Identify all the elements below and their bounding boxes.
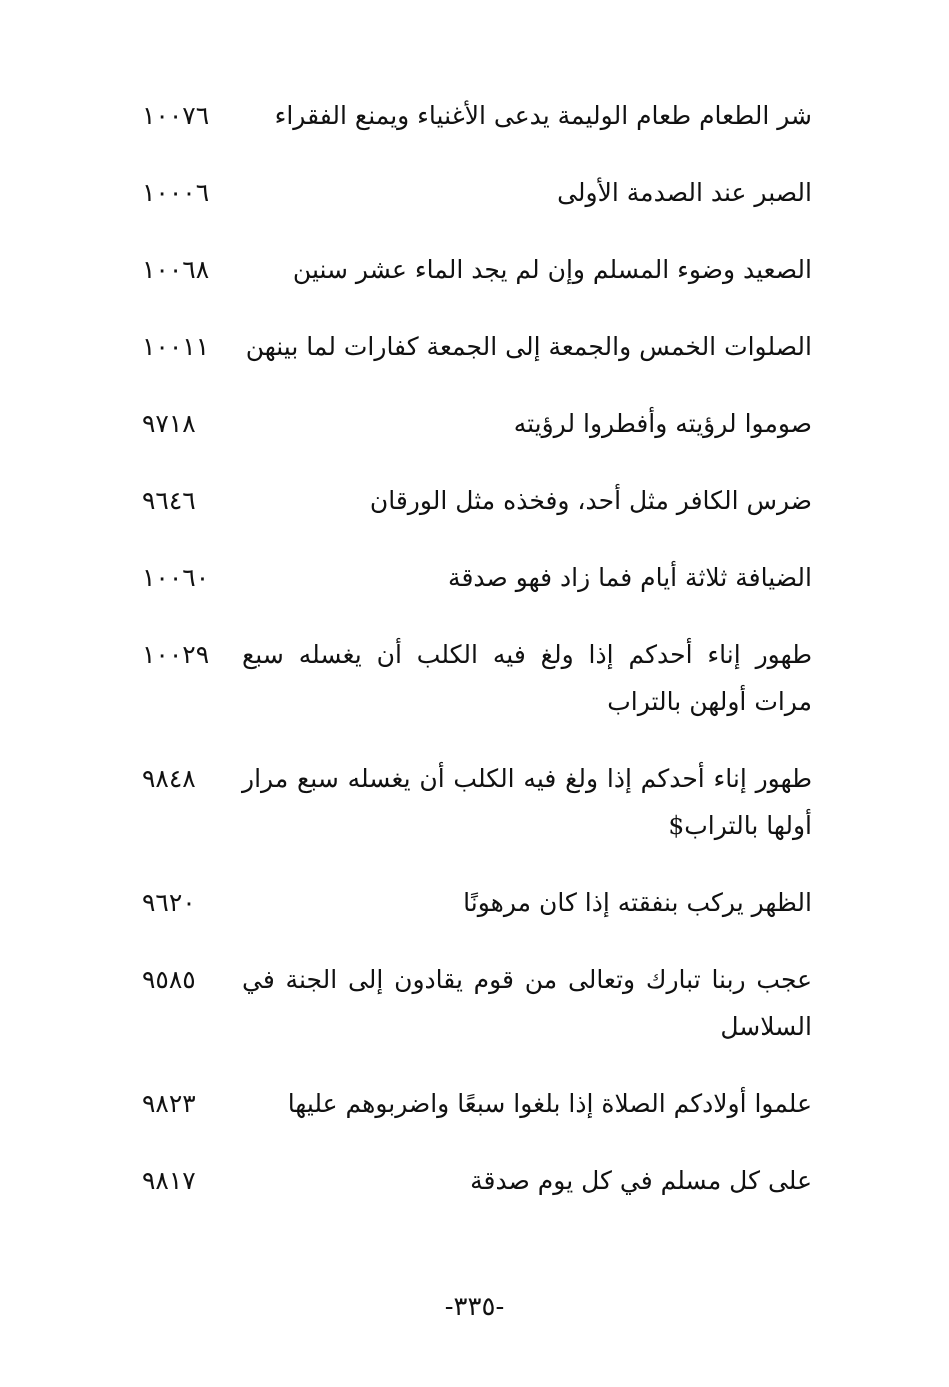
index-entry — [130, 1080, 812, 1127]
index-entry — [130, 631, 812, 725]
entry-text: الصبر عند الصدمة الأولى — [557, 178, 812, 207]
page-number: -٣٣٥- — [444, 1292, 505, 1322]
entry-number: ٩٨١٧ — [142, 1166, 196, 1195]
entry-text: طهور إناء أحدكم إذا ولغ فيه الكلب أن يغسله سبع مرار أولها بالتراب$ — [242, 764, 812, 840]
entry-number: ١٠٠٢٩ — [142, 640, 210, 669]
entry-text: على كل مسلم في كل يوم صدقة — [470, 1166, 812, 1195]
index-entry — [130, 554, 812, 601]
entry-number: ١٠٠٦٨ — [142, 255, 210, 284]
index-entry — [130, 956, 812, 1050]
entry-text: شر الطعام طعام الوليمة يدعى الأغنياء ويمنع الفقراء — [274, 101, 812, 130]
entry-number: ١٠٠١١ — [142, 332, 210, 361]
index-entry — [130, 477, 812, 524]
index-entry — [130, 755, 812, 849]
entry-text: الظهر يركب بنفقته إذا كان مرهونًا — [463, 888, 812, 917]
entry-text: الصلوات الخمس والجمعة إلى الجمعة كفارات لما بينهن — [245, 332, 812, 361]
index-entry — [130, 1157, 812, 1204]
entry-text: صوموا لرؤيته وأفطروا لرؤيته — [513, 409, 812, 438]
entry-number: ٩٦٤٦ — [142, 486, 196, 515]
hadith-index-list — [130, 92, 812, 1234]
index-entry — [130, 400, 812, 447]
entry-text: الضيافة ثلاثة أيام فما زاد فهو صدقة — [448, 563, 812, 592]
entry-text: طهور إناء أحدكم إذا ولغ فيه الكلب أن يغسله سبع مرات أولهن بالتراب — [242, 640, 812, 716]
entry-text: الصعيد وضوء المسلم وإن لم يجد الماء عشر سنين — [292, 255, 812, 284]
entry-text: عجب ربنا تبارك وتعالى من قوم يقادون إلى الجنة في السلاسل — [242, 965, 812, 1041]
entry-number: ١٠٠٧٦ — [142, 101, 210, 130]
entry-number: ٩٨٤٨ — [142, 764, 196, 793]
index-entry — [130, 323, 812, 370]
entry-number: ٩٥٨٥ — [142, 965, 196, 994]
entry-text: ضرس الكافر مثل أحد، وفخذه مثل الورقان — [369, 486, 812, 515]
entry-number: ٩٧١٨ — [142, 409, 196, 438]
entry-number: ٩٦٢٠ — [142, 888, 196, 917]
index-entry — [130, 879, 812, 926]
index-entry — [130, 246, 812, 293]
index-entry — [130, 169, 812, 216]
entry-number: ١٠٠٦٠ — [142, 563, 210, 592]
entry-text: علموا أولادكم الصلاة إذا بلغوا سبعًا واضربوهم عليها — [287, 1089, 812, 1118]
entry-number: ١٠٠٠٦ — [142, 178, 210, 207]
entry-number: ٩٨٢٣ — [142, 1089, 196, 1118]
index-entry — [130, 92, 812, 139]
